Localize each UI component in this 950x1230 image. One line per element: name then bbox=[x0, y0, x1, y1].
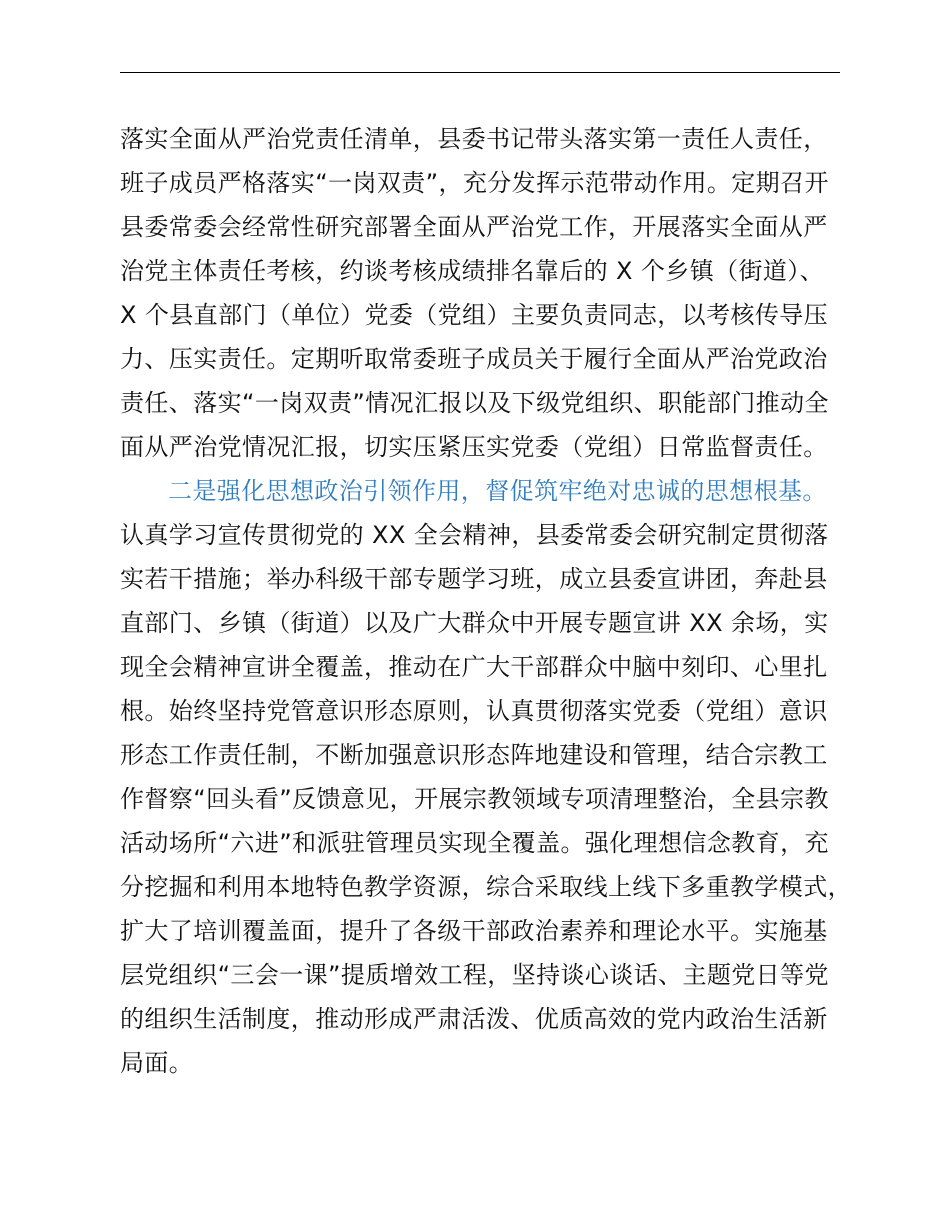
text-line: 治党主体责任考核，约谈考核成绩排名靠后的 X 个乡镇（街道）、 bbox=[120, 257, 825, 285]
body-text bbox=[120, 117, 865, 1085]
text-line: 根。始终坚持党管意识形态原则，认真贯彻落实党委（党组）意识 bbox=[120, 697, 828, 725]
text-line: 作督察“回头看”反馈意见，开展宗教领域专项清理整治，全县宗教 bbox=[120, 785, 829, 813]
text-line: 直部门、乡镇（街道）以及广大群众中开展专题宣讲 XX 余场，实 bbox=[120, 609, 829, 637]
section-heading: 二是强化思想政治引领作用，督促筑牢绝对忠诚的思想根基。 bbox=[168, 477, 827, 505]
text-line: 力、压实责任。定期听取常委班子成员关于履行全面从严治党政治 bbox=[120, 345, 828, 373]
header-rule bbox=[120, 72, 840, 73]
text-line: 分挖掘和利用本地特色教学资源，综合采取线上线下多重教学模式， bbox=[120, 873, 852, 901]
text-line: 班子成员严格落实“一岗双责”，充分发挥示范带动作用。定期召开 bbox=[120, 169, 829, 197]
text-line: 县委常委会经常性研究部署全面从严治党工作，开展落实全面从严 bbox=[120, 213, 828, 241]
text-line: 的组织生活制度，推动形成严肃活泼、优质高效的党内政治生活新 bbox=[120, 1005, 828, 1033]
text-line: 实若干措施；举办科级干部专题学习班，成立县委宣讲团，奔赴县 bbox=[120, 565, 828, 593]
text-line: 现全会精神宣讲全覆盖，推动在广大干部群众中脑中刻印、心里扎 bbox=[120, 653, 828, 681]
text-line: 层党组织“三会一课”提质增效工程，坚持谈心谈话、主题党日等党 bbox=[120, 961, 829, 989]
text-line: 责任、落实“一岗双责”情况汇报以及下级党组织、职能部门推动全 bbox=[120, 389, 829, 417]
text-line: 面从严治党情况汇报，切实压紧压实党委（党组）日常监督责任。 bbox=[120, 433, 828, 461]
text-line: 认真学习宣传贯彻党的 XX 全会精神，县委常委会研究制定贯彻落 bbox=[120, 521, 829, 549]
text-line: 活动场所“六进”和派驻管理员实现全覆盖。强化理想信念教育，充 bbox=[120, 829, 829, 857]
text-line: 落实全面从严治党责任清单，县委书记带头落实第一责任人责任， bbox=[120, 125, 828, 153]
text-line: X 个县直部门（单位）党委（党组）主要负责同志，以考核传导压 bbox=[120, 301, 829, 329]
text-line: 扩大了培训覆盖面，提升了各级干部政治素养和理论水平。实施基 bbox=[120, 917, 828, 945]
text-line: 形态工作责任制，不断加强意识形态阵地建设和管理，结合宗教工 bbox=[120, 741, 828, 769]
text-line: 局面。 bbox=[120, 1049, 194, 1077]
